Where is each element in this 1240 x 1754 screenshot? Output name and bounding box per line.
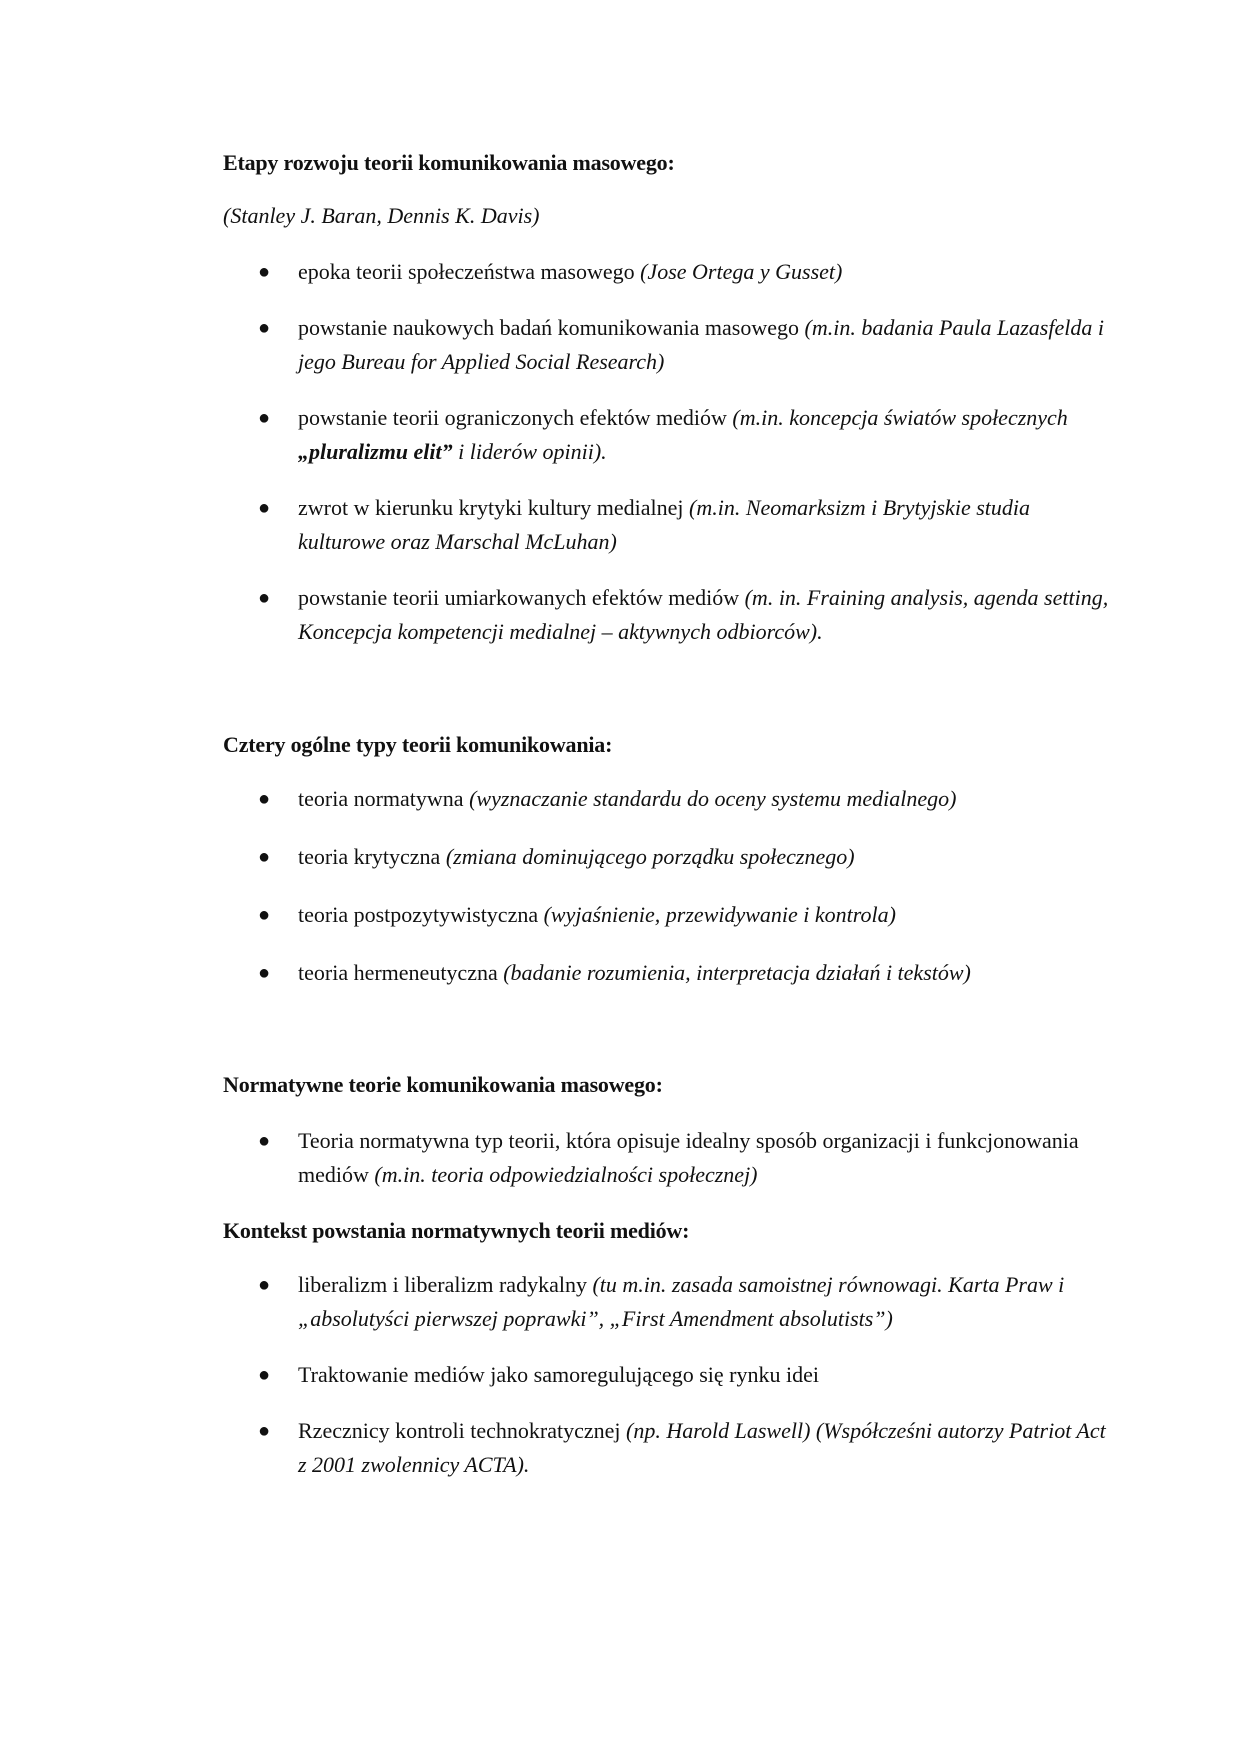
- section-heading: Normatywne teorie komunikowania masowego:: [223, 1072, 663, 1097]
- bullet-list: [258, 255, 1118, 649]
- bullet-icon: ●: [258, 1130, 271, 1152]
- list-item: ● powstanie naukowych badań komunikowania masowego (m.in. badania Paula Lazasfelda i jego Bureau for Applied Social Research): [258, 311, 1118, 379]
- bullet-icon: ●: [258, 904, 271, 926]
- list-item: ● epoka teorii społeczeństwa masowego (Jose Ortega y Gusset): [258, 255, 1118, 289]
- list-item: ● teoria hermeneutyczna (badanie rozumienia, interpretacja działań i tekstów): [258, 956, 1118, 990]
- bullet-icon: ●: [258, 788, 271, 810]
- list-item: ● Rzecznicy kontroli technokratycznej (np. Harold Laswell) (Współcześni autorzy Patriot Act z 2001 zwolennicy ACTA).: [258, 1414, 1118, 1482]
- list-item: ● teoria krytyczna (zmiana dominującego porządku społecznego): [258, 840, 1118, 874]
- bullet-icon: ●: [258, 846, 271, 868]
- bullet-icon: ●: [258, 407, 271, 429]
- section-subtitle: (Stanley J. Baran, Dennis K. Davis): [223, 203, 540, 228]
- bullet-list: [258, 782, 1118, 990]
- bold-emphasis: „pluralizmu elit”: [298, 439, 453, 464]
- bullet-icon: ●: [258, 1420, 271, 1442]
- bullet-icon: ●: [258, 261, 271, 283]
- bullet-icon: ●: [258, 587, 271, 609]
- list-item: ● Traktowanie mediów jako samoregulującego się rynku idei: [258, 1358, 1118, 1392]
- bullet-icon: ●: [258, 317, 271, 339]
- bullet-icon: ●: [258, 497, 271, 519]
- section-heading: Cztery ogólne typy teorii komunikowania:: [223, 732, 613, 757]
- bullet-list: [258, 1124, 1118, 1192]
- list-item: ● Teoria normatywna typ teorii, która opisuje idealny sposób organizacji i funkcjonowania mediów (m.in. teoria odpowiedzialności społecznej): [258, 1124, 1118, 1192]
- list-item: ● powstanie teorii umiarkowanych efektów mediów (m. in. Fraining analysis, agenda setting, Koncepcja kompetencji medialnej – aktywnych odbiorców).: [258, 581, 1118, 649]
- bullet-icon: ●: [258, 962, 271, 984]
- list-item: ● liberalizm i liberalizm radykalny (tu m.in. zasada samoistnej równowagi. Karta Praw i „absolutyści pierwszej poprawki”, „First Amendment absolutists”): [258, 1268, 1118, 1336]
- bullet-icon: ●: [258, 1364, 271, 1386]
- section-heading: Kontekst powstania normatywnych teorii mediów:: [223, 1218, 690, 1243]
- list-item: ● zwrot w kierunku krytyki kultury medialnej (m.in. Neomarksizm i Brytyjskie studia kulturowe oraz Marschal McLuhan): [258, 491, 1118, 559]
- bullet-icon: ●: [258, 1274, 271, 1296]
- bullet-list: [258, 1268, 1118, 1482]
- list-item: ● teoria normatywna (wyznaczanie standardu do oceny systemu medialnego): [258, 782, 1118, 816]
- list-item: ● teoria postpozytywistyczna (wyjaśnienie, przewidywanie i kontrola): [258, 898, 1118, 932]
- section-heading: Etapy rozwoju teorii komunikowania masowego:: [223, 150, 675, 175]
- list-item: ● powstanie teorii ograniczonych efektów mediów (m.in. koncepcja światów społecznych „pluralizmu elit” i liderów opinii).: [258, 401, 1118, 469]
